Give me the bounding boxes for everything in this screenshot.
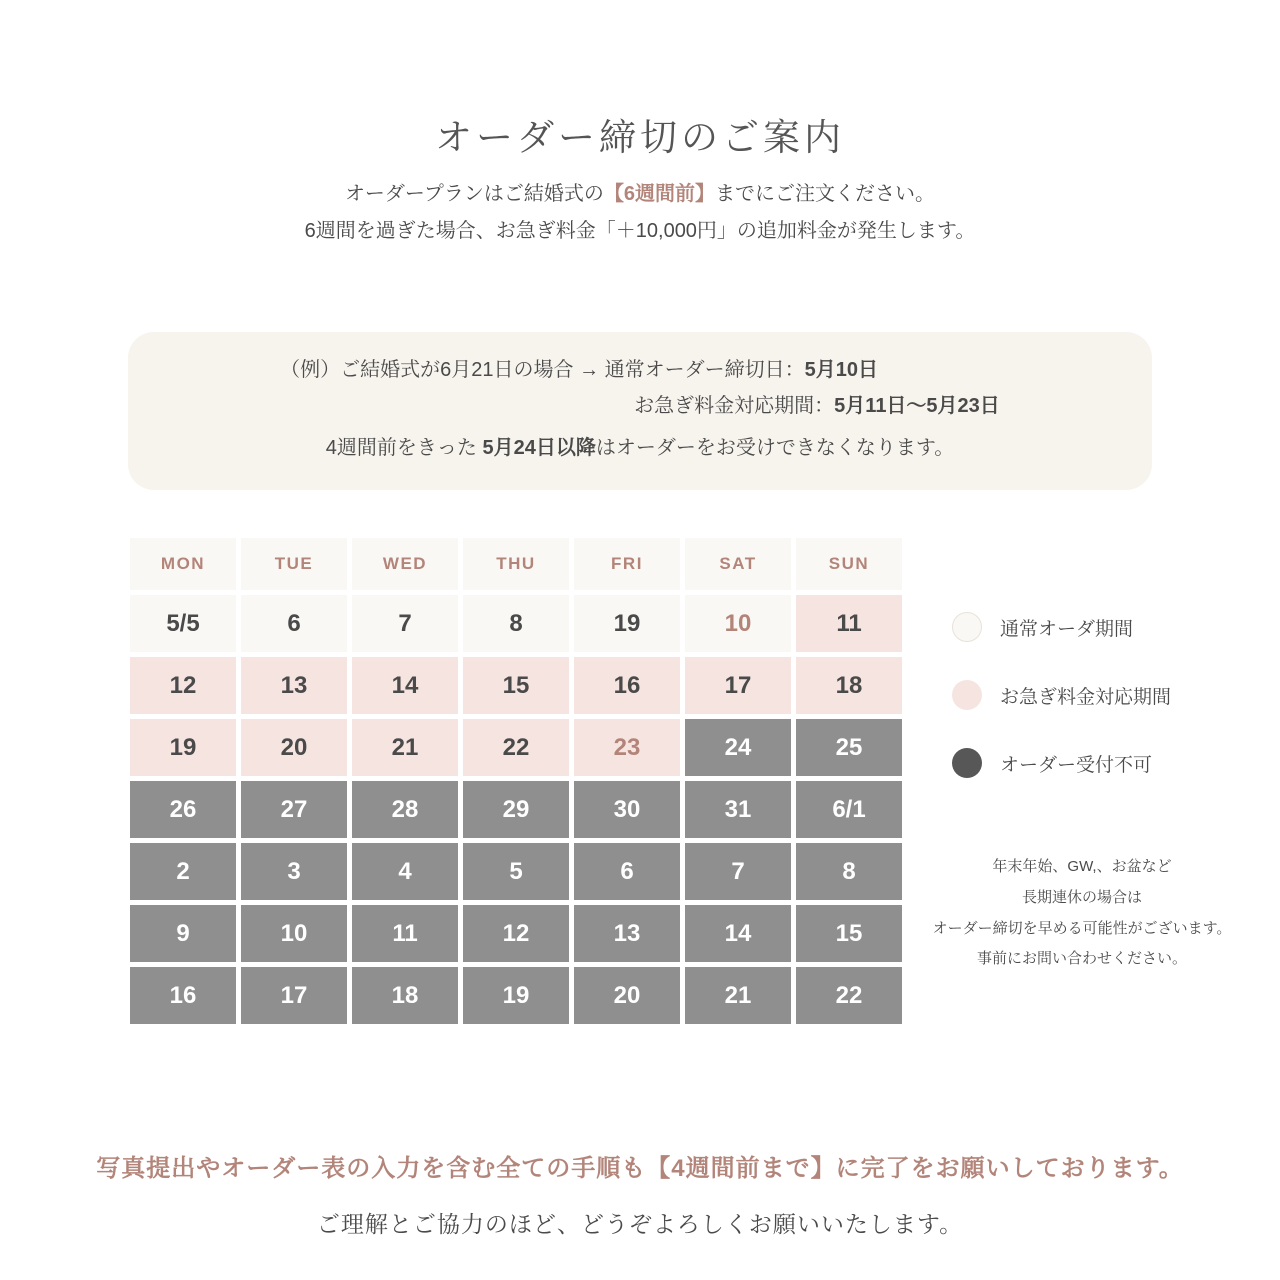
intro-deadline-highlight: 【6週間前】 [603, 183, 716, 205]
calendar-cell: 26 [130, 781, 236, 838]
intro-line-1-post: までにご注文ください。 [715, 183, 936, 205]
calendar-cell: 6 [241, 595, 347, 652]
intro-line-2: 6週間を過ぎた場合、お急ぎ料金「＋10,000円」の追加料金が発生します。 [304, 220, 976, 242]
calendar-header-thu: THU [463, 538, 569, 590]
calendar-cell: 7 [352, 595, 458, 652]
holiday-note-line-2: 長期連休の場合は [1021, 888, 1142, 906]
calendar-cell: 29 [463, 781, 569, 838]
calendar-cell: 19 [574, 595, 680, 652]
calendar-cell: 9 [130, 905, 236, 962]
legend-item-rush [952, 680, 1171, 710]
holiday-note-line-4: 事前にお問い合わせください。 [976, 950, 1187, 968]
example-line-2-text: お急ぎ料金対応期間： [634, 395, 835, 417]
calendar-cell: 22 [796, 967, 902, 1024]
footer-deadline-note: 写真提出やオーダー表の入力を含む全ての手順も【4週間前まで】に完了をお願いしております。 [96, 1155, 1184, 1182]
example-lines [280, 360, 1000, 416]
calendar-cell: 25 [796, 719, 902, 776]
calendar-header-sun: SUN [796, 538, 902, 590]
calendar-cell: 12 [130, 657, 236, 714]
footer-thanks: ご理解とご協力のほど、どうぞよろしくお願いいたします。 [316, 1211, 964, 1237]
calendar-cell: 15 [463, 657, 569, 714]
calendar-cell: 28 [352, 781, 458, 838]
legend-normal-label: 通常オーダ期間 [1000, 618, 1134, 640]
calendar [130, 538, 902, 1024]
calendar-cell: 11 [352, 905, 458, 962]
intro-line-1-pre: オーダープランはご結婚式の [344, 183, 604, 205]
example-line-1-text: （例）ご結婚式が6月21日の場合 → 通常オーダー締切日： [280, 359, 805, 381]
calendar-cell: 24 [685, 719, 791, 776]
calendar-cell: 13 [241, 657, 347, 714]
legend-normal-swatch [952, 612, 982, 642]
calendar-cell: 20 [241, 719, 347, 776]
calendar-cell: 19 [130, 719, 236, 776]
example-line-3 [168, 438, 1112, 458]
example-line-3-pre: 4週間前をきった [325, 437, 483, 459]
calendar-header-tue: TUE [241, 538, 347, 590]
calendar-cell: 20 [574, 967, 680, 1024]
calendar-cell: 30 [574, 781, 680, 838]
calendar-cell: 27 [241, 781, 347, 838]
intro-text [0, 176, 1280, 250]
holiday-note [900, 852, 1264, 975]
calendar-cell: 12 [463, 905, 569, 962]
holiday-note-line-3: オーダー締切を早める可能性がございます。 [932, 919, 1232, 937]
calendar-cell: 18 [796, 657, 902, 714]
holiday-note-line-1: 年末年始、GW,、お盆など [992, 858, 1172, 875]
legend-item-blocked [952, 748, 1171, 778]
calendar-cell: 21 [352, 719, 458, 776]
legend-blocked-swatch [952, 748, 982, 778]
intro-line-1 [0, 176, 1280, 213]
calendar-header-fri: FRI [574, 538, 680, 590]
calendar-cell: 17 [241, 967, 347, 1024]
calendar-cell: 13 [574, 905, 680, 962]
calendar-cell: 8 [796, 843, 902, 900]
example-rush-period: 5月11日〜5月23日 [834, 395, 1000, 417]
legend-item-normal [952, 612, 1171, 642]
calendar-cell: 6 [574, 843, 680, 900]
calendar-cell: 10 [241, 905, 347, 962]
example-final-deadline: 5月24日以降 [482, 437, 596, 459]
calendar-cell: 16 [574, 657, 680, 714]
calendar-cell: 7 [685, 843, 791, 900]
example-box [128, 332, 1152, 490]
calendar-cell: 16 [130, 967, 236, 1024]
calendar-cell: 18 [352, 967, 458, 1024]
calendar-cell: 14 [685, 905, 791, 962]
legend [952, 612, 1171, 816]
calendar-cell: 22 [463, 719, 569, 776]
calendar-cell: 3 [241, 843, 347, 900]
calendar-cell: 2 [130, 843, 236, 900]
calendar-cell: 31 [685, 781, 791, 838]
example-normal-deadline: 5月10日 [804, 359, 879, 381]
legend-rush-label: お急ぎ料金対応期間 [1000, 686, 1172, 708]
calendar-cell: 14 [352, 657, 458, 714]
calendar-cell: 8 [463, 595, 569, 652]
calendar-cell: 17 [685, 657, 791, 714]
calendar-header-sat: SAT [685, 538, 791, 590]
calendar-header-wed: WED [352, 538, 458, 590]
calendar-cell: 19 [463, 967, 569, 1024]
calendar-cell: 6/1 [796, 781, 902, 838]
legend-blocked-label: オーダー受付不可 [1000, 754, 1153, 776]
calendar-cell: 5/5 [130, 595, 236, 652]
legend-rush-swatch [952, 680, 982, 710]
calendar-cell: 5 [463, 843, 569, 900]
example-line-1 [280, 360, 1000, 380]
example-line-3-post: はオーダーをお受けできなくなります。 [595, 437, 955, 459]
example-line-2 [634, 396, 1000, 416]
calendar-cell: 10 [685, 595, 791, 652]
calendar-cell: 11 [796, 595, 902, 652]
calendar-cell: 15 [796, 905, 902, 962]
calendar-cell: 23 [574, 719, 680, 776]
calendar-cell: 4 [352, 843, 458, 900]
calendar-header-mon: MON [130, 538, 236, 590]
page-title: オーダー締切のご案内 [435, 116, 845, 158]
calendar-cell: 21 [685, 967, 791, 1024]
